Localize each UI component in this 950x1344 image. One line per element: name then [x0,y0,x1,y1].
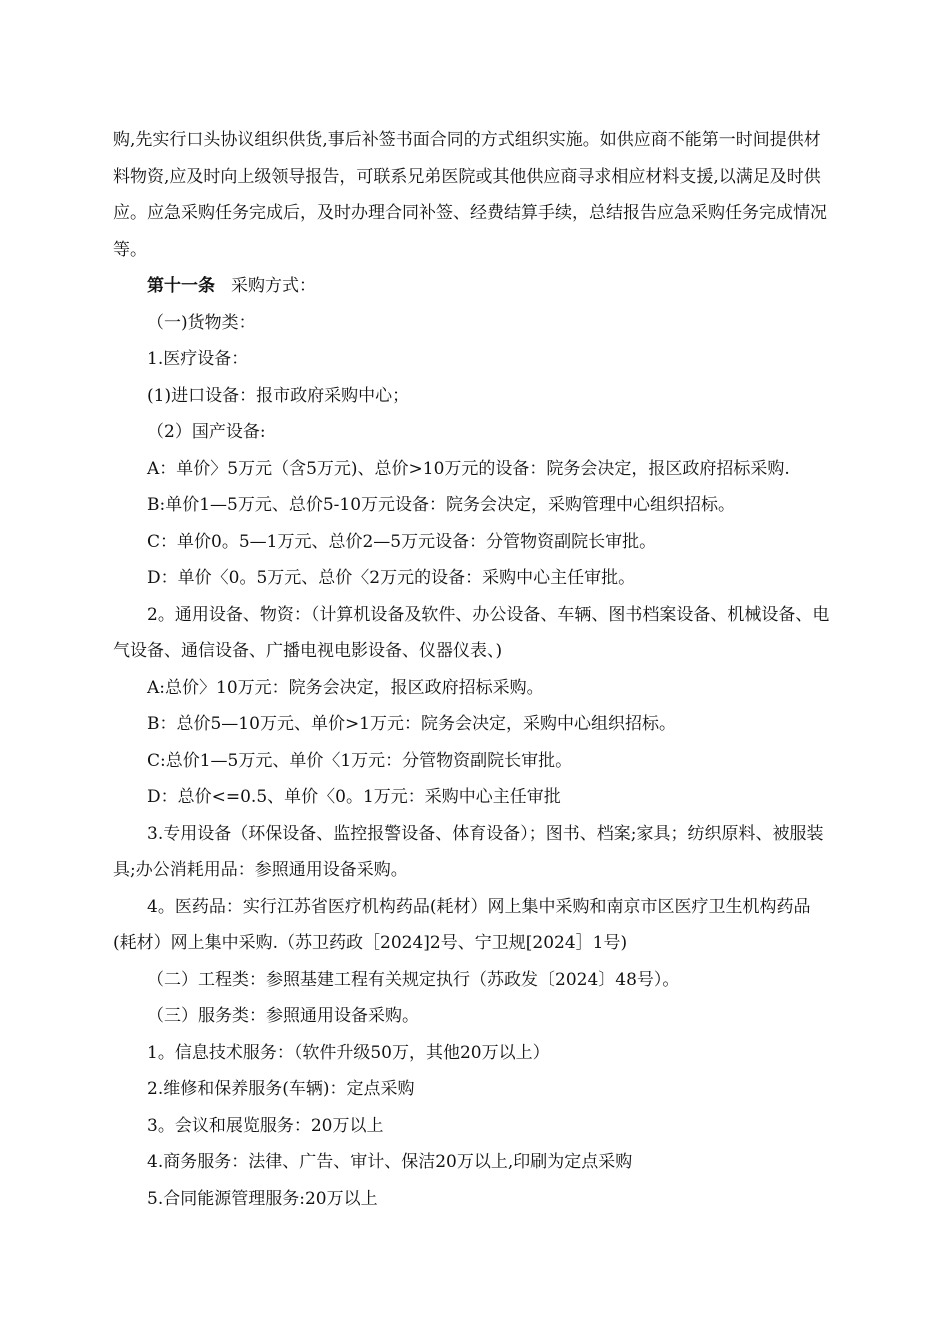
service-business: 4.商务服务：法律、广告、审计、保洁20万以上,印刷为定点采购 [147,1152,633,1172]
rule-d-general: D：总价<=0.5、单价〈0。1万元：采购中心主任审批 [147,787,561,807]
section-services: （三）服务类：参照通用设备采购。 [147,1006,419,1026]
continuation-paragraph: 购,先实行口头协议组织供货,事后补签书面合同的方式组织实施。如供应商不能第一时间提供材料物资,应及时向上级领导报告，可联系兄弟医院或其他供应商寻求相应材料支援,以满足及时供应。应急采购任务完成后，及时办理合同补签、经费结算手续，总结报告应急采购任务完成情况等。 [113,130,827,260]
article-eleven-heading [113,268,833,305]
rule-b-medical: B:单价1—5万元、总价5-10万元设备：院务会决定，采购管理中心组织招标。 [147,495,736,515]
item-general-equipment: 2。通用设备、物资：（计算机设备及软件、办公设备、车辆、图书档案设备、机械设备、电气设备、通信设备、广播电视电影设备、仪器仪表、) [113,604,830,661]
rule-a-general: A:总价〉10万元：院务会决定，报区政府招标采购。 [147,677,544,698]
service-conference: 3。会议和展览服务：20万以上 [147,1115,384,1136]
item-medical-equipment: 1.医疗设备： [147,349,249,369]
article-number: 第十一条 [147,276,215,296]
item-pharmaceuticals: 4。医药品：实行江苏省医疗机构药品(耗材）网上集中采购和南京市区医疗卫生机构药品(耗材）网上集中采购.（苏卫药政［2024]2号、宁卫规[2024］1号) [113,896,811,953]
rule-d-medical: D：单价〈0。5万元、总价〈2万元的设备：采购中心主任审批。 [147,568,636,588]
rule-c-general: C:总价1—5万元、单价〈1万元：分管物资副院长审批。 [147,750,573,771]
document-body [113,122,833,1217]
section-goods: （一)货物类： [147,312,256,333]
section-engineering: （二）工程类：参照基建工程有关规定执行（苏政发〔2024〕48号）。 [147,969,680,990]
service-it: 1。信息技术服务：（软件升级50万，其他20万以上） [147,1042,550,1063]
rule-a-medical: A：单价〉5万元（含5万元)、总价>10万元的设备：院务会决定，报区政府招标采购. [147,458,790,479]
rule-b-general: B：总价5—10万元、单价>1万元：院务会决定，采购中心组织招标。 [147,714,676,734]
item-special-equipment: 3.专用设备（环保设备、监控报警设备、体育设备）；图书、档案;家具；纺织原料、被服装具;办公消耗用品：参照通用设备采购。 [113,823,824,880]
service-maintenance: 2.维修和保养服务(车辆)：定点采购 [147,1079,415,1099]
service-energy: 5.合同能源管理服务:20万以上 [147,1188,378,1209]
article-title: 采购方式： [231,276,316,296]
item-imported-equipment: (1)进口设备：报市政府采购中心； [147,385,410,406]
item-domestic-equipment: （2）国产设备: [147,422,266,442]
rule-c-medical: C：单价0。5—1万元、总价2—5万元设备：分管物资副院长审批。 [147,531,657,552]
